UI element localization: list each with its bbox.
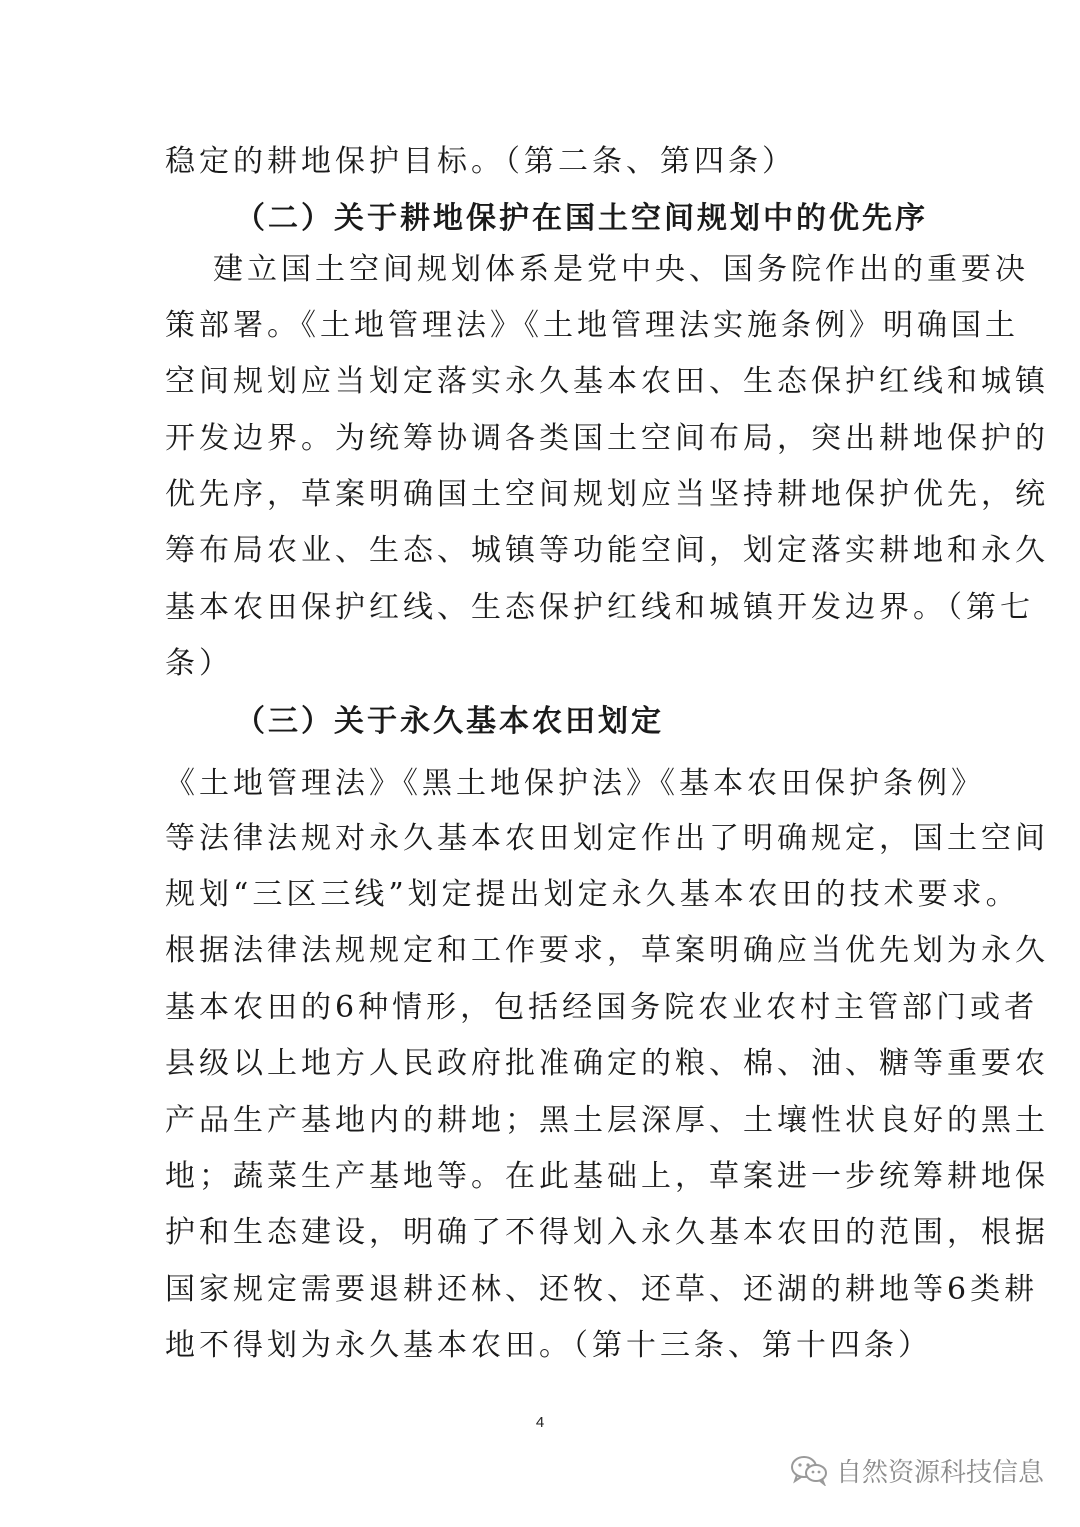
text-line: 条）	[165, 646, 233, 681]
text-line: 产品生产基地内的耕地；黑土层深厚、土壤性状良好的黑土	[165, 1103, 1049, 1138]
text-line: 优先序，草案明确国土空间规划应当坚持耕地保护优先，统	[165, 477, 1049, 512]
text-line: 地不得划为永久基本农田。（第十三条、第十四条）	[165, 1328, 932, 1363]
watermark-text: 自然资源科技信息	[836, 1457, 1045, 1488]
text-line: 根据法律法规规定和工作要求，草案明确应当优先划为永久	[165, 933, 1049, 968]
text-line: 开发边界。为统筹协调各类国土空间布局，突出耕地保护的	[165, 421, 1049, 456]
text-line: 筹布局农业、生态、城镇等功能空间，划定落实耕地和永久	[165, 533, 1049, 568]
section-heading-2: （二）关于耕地保护在国土空间规划中的优先序	[235, 201, 928, 236]
text-line: 等法律法规对永久基本农田划定作出了明确规定，国土空间	[165, 821, 1049, 856]
wechat-icon	[790, 1454, 828, 1486]
text-line: 县级以上地方人民政府批准确定的粮、棉、油、糖等重要农	[165, 1046, 1049, 1081]
text-line: 基本农田保护红线、生态保护红线和城镇开发边界。（第七	[165, 590, 1034, 625]
watermark	[790, 1448, 1044, 1492]
text-line: 《土地管理法》《黑土地保护法》《基本农田保护条例》	[165, 766, 985, 801]
text-line: 基本农田的6种情形，包括经国务院农业农村主管部门或者	[165, 990, 1039, 1025]
text-line: 策部署。《土地管理法》《土地管理法实施条例》明确国土	[165, 308, 1019, 343]
page-number: 4	[535, 1414, 545, 1431]
text-line: 护和生态建设，明确了不得划入永久基本农田的范围，根据	[165, 1215, 1049, 1250]
text-line: 空间规划应当划定落实永久基本农田、生态保护红线和城镇	[165, 364, 1049, 399]
text-line: 规划“三区三线”划定提出划定永久基本农田的技术要求。	[165, 877, 1020, 912]
text-line: 国家规定需要退耕还林、还牧、还草、还湖的耕地等6类耕	[165, 1272, 1039, 1307]
section-heading-3: （三）关于永久基本农田划定	[235, 704, 664, 739]
text-line: 地；蔬菜生产基地等。在此基础上，草案进一步统筹耕地保	[165, 1159, 1049, 1194]
text-line: 建立国土空间规划体系是党中央、国务院作出的重要决	[213, 252, 1029, 287]
text-line: 稳定的耕地保护目标。（第二条、第四条）	[165, 144, 796, 179]
